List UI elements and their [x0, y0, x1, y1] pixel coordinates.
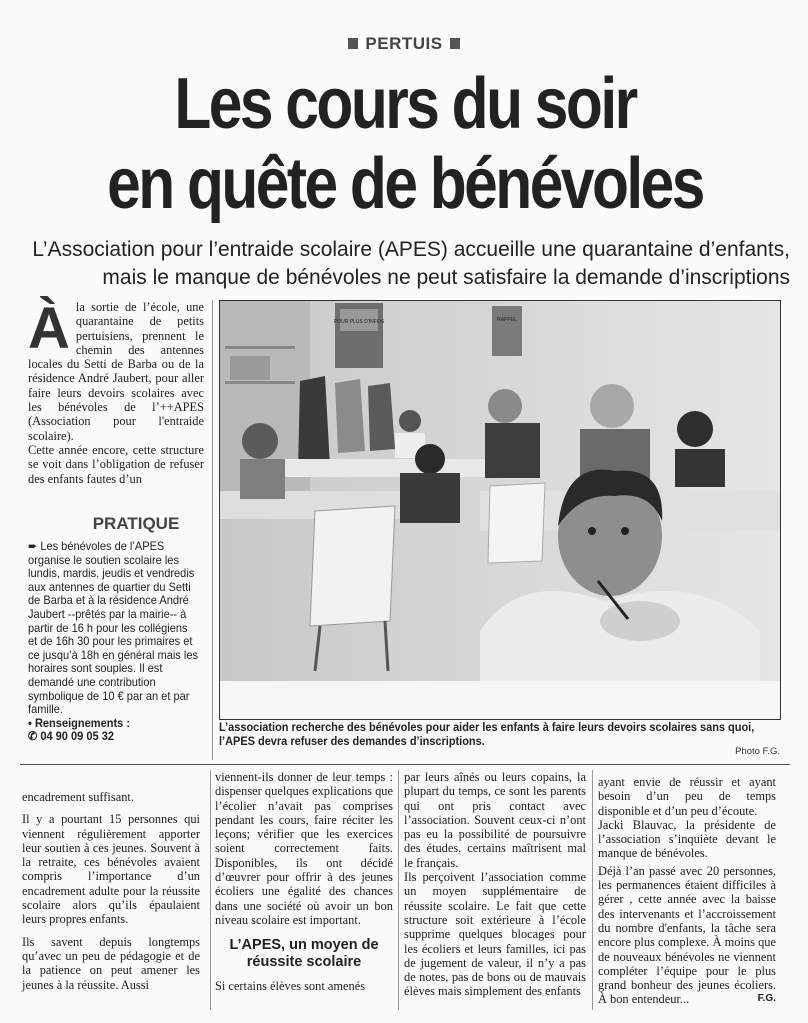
kicker-square-right — [450, 38, 460, 49]
col2-paragraph-2: Si certains élèves sont amenés — [215, 979, 366, 994]
col4-paragraph-3 — [598, 864, 776, 1007]
phone-icon: ✆ — [28, 729, 41, 744]
headline-line-1: Les cours du soir — [174, 64, 636, 144]
col4-paragraph-3-text: Déjà l’an passé avec 20 personnes, les permanences étaient difficiles à gérer , cette année avec la baisse des intervenants et l’accroissement du nombre d'enfants, la tâche sera encore plus complexe. À moins que de nouveaux bénévoles ne viennent compléter l’équipe pour le plus grand bonheur des jeunes écoliers. À bon entendeur... — [598, 863, 776, 1007]
photo-credit: Photo F.G. — [735, 746, 780, 757]
body-column-3 — [404, 770, 586, 999]
pratique-arrow-icon: ➨ — [28, 539, 41, 553]
pratique-title: PRATIQUE — [92, 514, 180, 533]
body-column-2 — [215, 770, 393, 994]
col2-subhead: L’APES, un moyen de réussite scolaire — [229, 937, 379, 971]
column-rule-1 — [210, 770, 211, 1010]
col4-paragraph-1: ayant envie de réussir et ayant besoin d’un peu de temps disponible et d’un peu d’écoute. — [598, 775, 776, 818]
deck-line-2: mais le manque de bénévoles ne peut satisfaire la demande d’inscriptions — [102, 266, 790, 289]
section-kicker — [0, 34, 808, 54]
col3-paragraph-2: Ils perçoivent l’association comme un moyen supplémentaire de réussite scolaire. Le fait que cette structure soit extérieure à l’école supprime quelques blocages pour les écoliers et leurs familles, ici pas de jugement de valeur, il n’y a pas de notes, pas de bons ou de mauvais élèves mais simplement des enfants — [404, 870, 586, 999]
col1-paragraph-1: encadrement suffisant. — [22, 790, 134, 804]
classroom-photo — [219, 300, 781, 720]
col2-paragraph-1: viennent-ils donner de leur temps : dispenser quelques explications que l’écolier n’avait pas comprises pendant les cours, faire réciter les leçons; vérifier que les exercices soient correctement faits. Disponibles, ils ont décidé d’œuvrer pour offrir à des jeunes écoliers une égalité des chances dans une société où avoir un bon niveau scolaire est important. — [215, 770, 393, 927]
intro-column — [28, 296, 204, 486]
classroom-photo-illustration — [220, 301, 780, 719]
pratique-info-label: Renseignements : — [34, 715, 131, 730]
separator-rule — [20, 764, 790, 765]
body-column-4 — [598, 775, 776, 1007]
col4-paragraph-2: Jacki Blauvac, la présidente de l’association s’inquiète devant le manque de bénévoles. — [598, 817, 776, 861]
col3-paragraph-1: par leurs aînés ou leurs copains, la plupart du temps, ce sont les parents qui ont pris contact avec l’association. Souvent ceux-ci n’ont pas eu la possibilité de poursuivre des études, certains maîtrisent mal le français. — [404, 770, 586, 870]
poster-2-text: RAPPEL — [497, 317, 517, 323]
column-rule-left — [212, 300, 213, 760]
author-signature: F.G. — [757, 993, 776, 1005]
column-rule-3 — [592, 770, 593, 1010]
intro-paragraph-2: Cette année encore, cette structure se voit dans l’obligation de refuser des enfants fautes d’un — [28, 442, 204, 486]
pratique-bullet-icon: • — [28, 715, 35, 730]
col1-paragraph-2: Il y a pourtant 15 personnes qui viennent régulièrement apporter leur soutien à ces jeunes. Souvent à la retraite, ces bénévoles avaient compris l’importance d’un encadrement adulte pour la réussite scolaire alors qu’ils épaulaient leurs propres enfants. — [22, 812, 200, 927]
headline-line-2: en quête de bénévoles — [107, 144, 703, 224]
pratique-text: Les bénévoles de l’APES organise le soutien scolaire les lundis, mardis, jeudis et vendredis aux antennes de quartier du Setti de Barba et à la résidence André Jaubert --prêtés par la mairie-- à partir de 16 h pour les collégiens et de 16h 30 pour les primaires et ce jusqu’à 18h en général mais les horaires sont souples. Il est demandé une contribution symbolique de 10 € par an et par famille. — [28, 539, 198, 717]
pratique-phone: 04 90 09 05 32 — [40, 729, 114, 744]
pratique-body — [28, 540, 199, 744]
poster-1-text: POUR PLUS D'INFOS — [333, 319, 385, 325]
caption-line-2: l’APES devra refuser des demandes d’inscriptions. — [219, 734, 485, 748]
intro-paragraph-1: la sortie de l’école, une quarantaine de petits pertuisiens, prennent le chemin des antennes locales du Setti de Barba ou de la résidence André Jaubert, pour aller faire leurs devoirs scolaires avec les bénévoles de l’++APES (Association pour l'entraide scolaire). — [28, 300, 204, 443]
kicker-text: PERTUIS — [365, 34, 443, 53]
column-rule-2 — [398, 770, 399, 1010]
deck-line-1: L’Association pour l’entraide scolaire (APES) accueille une quarantaine d’enfants, — [32, 238, 790, 261]
photo-caption — [219, 720, 779, 748]
body-column-1 — [22, 790, 200, 992]
kicker-square-left — [348, 38, 358, 49]
drop-cap: À — [28, 296, 70, 361]
caption-line-1: L’association recherche des bénévoles pour aider les enfants à faire leurs devoirs scolaires sans quoi, — [219, 720, 755, 734]
pratique-box — [28, 514, 204, 744]
col1-paragraph-3: Ils savent depuis longtemps qu’avec un peu de pédagogie et de la patience on peut amener les jeunes à la réussite. Aussi — [22, 934, 200, 992]
